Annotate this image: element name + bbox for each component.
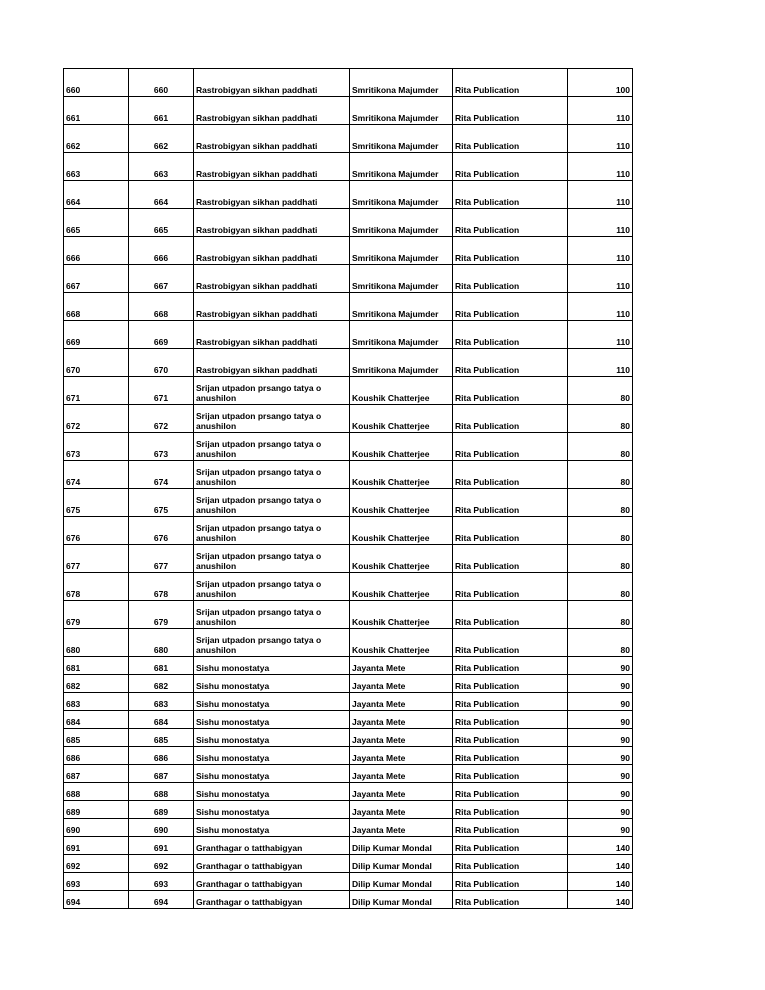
row-number-cell: 666 [64,237,129,265]
publisher-cell: Rita Publication [453,461,568,489]
book-title-cell: Sishu monostatya [194,801,350,819]
author-cell: Smritikona Majumder [350,97,453,125]
author-cell: Smritikona Majumder [350,125,453,153]
table-row [64,891,633,909]
serial-number-cell: 683 [129,693,194,711]
publisher-cell: Rita Publication [453,125,568,153]
book-title-cell: Sishu monostatya [194,693,350,711]
serial-number-cell: 670 [129,349,194,377]
row-number-cell: 687 [64,765,129,783]
author-cell: Dilip Kumar Mondal [350,891,453,909]
table-row [64,377,633,405]
author-cell: Dilip Kumar Mondal [350,837,453,855]
table-row [64,729,633,747]
price-cell: 90 [568,657,633,675]
serial-number-cell: 676 [129,517,194,545]
table-row [64,855,633,873]
book-title-cell: Srijan utpadon prsango tatya o anushilon [194,461,350,489]
price-cell: 90 [568,675,633,693]
price-cell: 80 [568,545,633,573]
table-row [64,629,633,657]
row-number-cell: 665 [64,209,129,237]
price-cell: 110 [568,153,633,181]
price-cell: 80 [568,377,633,405]
row-number-cell: 677 [64,545,129,573]
publisher-cell: Rita Publication [453,693,568,711]
book-title-cell: Granthagar o tatthabigyan [194,891,350,909]
book-title-cell: Rastrobigyan sikhan paddhati [194,181,350,209]
book-title-cell: Sishu monostatya [194,657,350,675]
price-cell: 110 [568,321,633,349]
price-cell: 110 [568,97,633,125]
row-number-cell: 686 [64,747,129,765]
publisher-cell: Rita Publication [453,433,568,461]
author-cell: Koushik Chatterjee [350,405,453,433]
table-row [64,819,633,837]
publisher-cell: Rita Publication [453,629,568,657]
book-title-cell: Srijan utpadon prsango tatya o anushilon [194,405,350,433]
publisher-cell: Rita Publication [453,405,568,433]
price-cell: 110 [568,237,633,265]
table-row [64,293,633,321]
serial-number-cell: 681 [129,657,194,675]
author-cell: Koushik Chatterjee [350,517,453,545]
table-row [64,693,633,711]
serial-number-cell: 693 [129,873,194,891]
publisher-cell: Rita Publication [453,729,568,747]
table-row [64,573,633,601]
table-row [64,657,633,675]
book-title-cell: Granthagar o tatthabigyan [194,837,350,855]
table-row [64,69,633,97]
serial-number-cell: 689 [129,801,194,819]
publisher-cell: Rita Publication [453,153,568,181]
price-cell: 110 [568,125,633,153]
publisher-cell: Rita Publication [453,747,568,765]
author-cell: Koushik Chatterjee [350,573,453,601]
price-cell: 140 [568,873,633,891]
author-cell: Dilip Kumar Mondal [350,855,453,873]
book-title-cell: Srijan utpadon prsango tatya o anushilon [194,629,350,657]
table-row [64,675,633,693]
serial-number-cell: 680 [129,629,194,657]
publisher-cell: Rita Publication [453,855,568,873]
author-cell: Smritikona Majumder [350,237,453,265]
author-cell: Jayanta Mete [350,693,453,711]
book-title-cell: Sishu monostatya [194,765,350,783]
row-number-cell: 682 [64,675,129,693]
serial-number-cell: 667 [129,265,194,293]
price-cell: 110 [568,265,633,293]
author-cell: Smritikona Majumder [350,181,453,209]
price-cell: 90 [568,729,633,747]
book-title-cell: Srijan utpadon prsango tatya o anushilon [194,601,350,629]
book-list-table [63,68,633,909]
publisher-cell: Rita Publication [453,321,568,349]
table-row [64,153,633,181]
table-row [64,97,633,125]
publisher-cell: Rita Publication [453,891,568,909]
row-number-cell: 678 [64,573,129,601]
serial-number-cell: 692 [129,855,194,873]
book-title-cell: Rastrobigyan sikhan paddhati [194,69,350,97]
table-row [64,783,633,801]
table-row [64,711,633,729]
serial-number-cell: 678 [129,573,194,601]
author-cell: Jayanta Mete [350,675,453,693]
book-title-cell: Rastrobigyan sikhan paddhati [194,293,350,321]
publisher-cell: Rita Publication [453,837,568,855]
publisher-cell: Rita Publication [453,657,568,675]
price-cell: 90 [568,783,633,801]
row-number-cell: 660 [64,69,129,97]
book-title-cell: Granthagar o tatthabigyan [194,873,350,891]
serial-number-cell: 661 [129,97,194,125]
author-cell: Smritikona Majumder [350,209,453,237]
row-number-cell: 663 [64,153,129,181]
serial-number-cell: 673 [129,433,194,461]
serial-number-cell: 691 [129,837,194,855]
table-row [64,545,633,573]
author-cell: Koushik Chatterjee [350,545,453,573]
author-cell: Koushik Chatterjee [350,433,453,461]
table-row [64,265,633,293]
publisher-cell: Rita Publication [453,489,568,517]
row-number-cell: 690 [64,819,129,837]
publisher-cell: Rita Publication [453,545,568,573]
table-row [64,321,633,349]
serial-number-cell: 685 [129,729,194,747]
row-number-cell: 662 [64,125,129,153]
publisher-cell: Rita Publication [453,377,568,405]
price-cell: 80 [568,433,633,461]
price-cell: 80 [568,489,633,517]
book-title-cell: Sishu monostatya [194,729,350,747]
publisher-cell: Rita Publication [453,97,568,125]
publisher-cell: Rita Publication [453,293,568,321]
author-cell: Jayanta Mete [350,657,453,675]
book-title-cell: Sishu monostatya [194,783,350,801]
serial-number-cell: 682 [129,675,194,693]
publisher-cell: Rita Publication [453,349,568,377]
publisher-cell: Rita Publication [453,209,568,237]
row-number-cell: 672 [64,405,129,433]
serial-number-cell: 694 [129,891,194,909]
price-cell: 110 [568,293,633,321]
book-title-cell: Granthagar o tatthabigyan [194,855,350,873]
table-row [64,461,633,489]
row-number-cell: 679 [64,601,129,629]
table-row [64,209,633,237]
row-number-cell: 683 [64,693,129,711]
price-cell: 80 [568,573,633,601]
serial-number-cell: 687 [129,765,194,783]
price-cell: 90 [568,765,633,783]
serial-number-cell: 677 [129,545,194,573]
table-row [64,237,633,265]
row-number-cell: 693 [64,873,129,891]
author-cell: Koushik Chatterjee [350,601,453,629]
publisher-cell: Rita Publication [453,783,568,801]
serial-number-cell: 662 [129,125,194,153]
price-cell: 110 [568,209,633,237]
serial-number-cell: 660 [129,69,194,97]
publisher-cell: Rita Publication [453,801,568,819]
table-body [64,69,633,909]
book-title-cell: Srijan utpadon prsango tatya o anushilon [194,377,350,405]
row-number-cell: 664 [64,181,129,209]
row-number-cell: 668 [64,293,129,321]
author-cell: Koushik Chatterjee [350,461,453,489]
row-number-cell: 689 [64,801,129,819]
book-title-cell: Rastrobigyan sikhan paddhati [194,265,350,293]
serial-number-cell: 669 [129,321,194,349]
row-number-cell: 694 [64,891,129,909]
price-cell: 140 [568,837,633,855]
price-cell: 90 [568,747,633,765]
row-number-cell: 675 [64,489,129,517]
table-row [64,747,633,765]
author-cell: Smritikona Majumder [350,153,453,181]
row-number-cell: 692 [64,855,129,873]
row-number-cell: 673 [64,433,129,461]
table-row [64,765,633,783]
table-row [64,489,633,517]
book-title-cell: Srijan utpadon prsango tatya o anushilon [194,433,350,461]
author-cell: Smritikona Majumder [350,265,453,293]
book-title-cell: Rastrobigyan sikhan paddhati [194,153,350,181]
author-cell: Jayanta Mete [350,747,453,765]
table-row [64,405,633,433]
author-cell: Smritikona Majumder [350,349,453,377]
row-number-cell: 661 [64,97,129,125]
publisher-cell: Rita Publication [453,873,568,891]
price-cell: 90 [568,819,633,837]
table-row [64,873,633,891]
price-cell: 110 [568,349,633,377]
book-title-cell: Sishu monostatya [194,675,350,693]
table-row [64,601,633,629]
row-number-cell: 670 [64,349,129,377]
price-cell: 140 [568,891,633,909]
publisher-cell: Rita Publication [453,711,568,729]
publisher-cell: Rita Publication [453,573,568,601]
author-cell: Jayanta Mete [350,801,453,819]
price-cell: 90 [568,711,633,729]
table-row [64,181,633,209]
row-number-cell: 671 [64,377,129,405]
serial-number-cell: 671 [129,377,194,405]
book-title-cell: Srijan utpadon prsango tatya o anushilon [194,573,350,601]
row-number-cell: 676 [64,517,129,545]
row-number-cell: 691 [64,837,129,855]
row-number-cell: 685 [64,729,129,747]
serial-number-cell: 690 [129,819,194,837]
row-number-cell: 681 [64,657,129,675]
author-cell: Koushik Chatterjee [350,377,453,405]
serial-number-cell: 663 [129,153,194,181]
serial-number-cell: 686 [129,747,194,765]
price-cell: 140 [568,855,633,873]
publisher-cell: Rita Publication [453,265,568,293]
price-cell: 110 [568,181,633,209]
serial-number-cell: 668 [129,293,194,321]
publisher-cell: Rita Publication [453,69,568,97]
book-title-cell: Rastrobigyan sikhan paddhati [194,349,350,377]
serial-number-cell: 675 [129,489,194,517]
book-title-cell: Sishu monostatya [194,711,350,729]
publisher-cell: Rita Publication [453,601,568,629]
price-cell: 80 [568,629,633,657]
author-cell: Jayanta Mete [350,819,453,837]
table-row [64,433,633,461]
book-title-cell: Srijan utpadon prsango tatya o anushilon [194,489,350,517]
table-row [64,349,633,377]
author-cell: Koushik Chatterjee [350,489,453,517]
author-cell: Smritikona Majumder [350,321,453,349]
book-title-cell: Srijan utpadon prsango tatya o anushilon [194,517,350,545]
serial-number-cell: 684 [129,711,194,729]
row-number-cell: 680 [64,629,129,657]
price-cell: 80 [568,461,633,489]
table-row [64,801,633,819]
author-cell: Jayanta Mete [350,711,453,729]
table-row [64,125,633,153]
book-title-cell: Rastrobigyan sikhan paddhati [194,321,350,349]
publisher-cell: Rita Publication [453,765,568,783]
row-number-cell: 688 [64,783,129,801]
author-cell: Jayanta Mete [350,783,453,801]
row-number-cell: 684 [64,711,129,729]
publisher-cell: Rita Publication [453,517,568,545]
price-cell: 80 [568,517,633,545]
book-title-cell: Srijan utpadon prsango tatya o anushilon [194,545,350,573]
author-cell: Smritikona Majumder [350,69,453,97]
publisher-cell: Rita Publication [453,237,568,265]
author-cell: Smritikona Majumder [350,293,453,321]
author-cell: Jayanta Mete [350,729,453,747]
serial-number-cell: 679 [129,601,194,629]
publisher-cell: Rita Publication [453,181,568,209]
serial-number-cell: 688 [129,783,194,801]
book-title-cell: Rastrobigyan sikhan paddhati [194,125,350,153]
author-cell: Koushik Chatterjee [350,629,453,657]
price-cell: 80 [568,601,633,629]
row-number-cell: 674 [64,461,129,489]
row-number-cell: 669 [64,321,129,349]
serial-number-cell: 666 [129,237,194,265]
author-cell: Jayanta Mete [350,765,453,783]
book-title-cell: Rastrobigyan sikhan paddhati [194,97,350,125]
serial-number-cell: 664 [129,181,194,209]
author-cell: Dilip Kumar Mondal [350,873,453,891]
table-row [64,517,633,545]
price-cell: 100 [568,69,633,97]
publisher-cell: Rita Publication [453,819,568,837]
row-number-cell: 667 [64,265,129,293]
serial-number-cell: 672 [129,405,194,433]
table-row [64,837,633,855]
price-cell: 90 [568,693,633,711]
book-title-cell: Sishu monostatya [194,819,350,837]
price-cell: 80 [568,405,633,433]
serial-number-cell: 665 [129,209,194,237]
price-cell: 90 [568,801,633,819]
book-title-cell: Rastrobigyan sikhan paddhati [194,209,350,237]
book-title-cell: Sishu monostatya [194,747,350,765]
book-title-cell: Rastrobigyan sikhan paddhati [194,237,350,265]
serial-number-cell: 674 [129,461,194,489]
publisher-cell: Rita Publication [453,675,568,693]
